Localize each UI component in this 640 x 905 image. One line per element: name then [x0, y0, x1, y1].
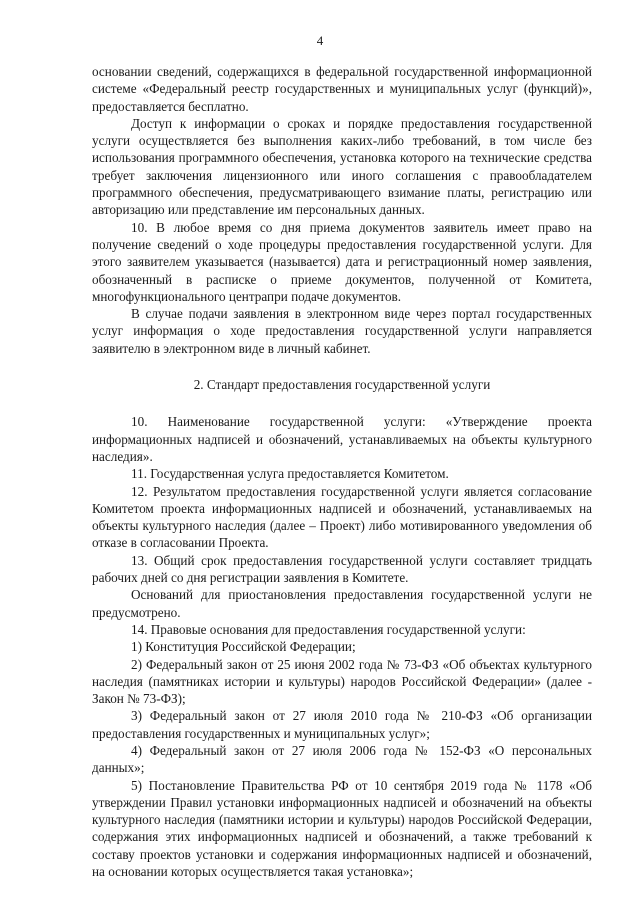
paragraph-item-10-name: 10. Наименование государственной услуги: «Утверждение проекта информационных надписей и обозначений, устанавливаемых на объекты культурного наследия».	[92, 414, 592, 464]
legal-basis-item-4: 4) Федеральный закон от 27 июля 2006 года № 152-ФЗ «О персональных данных»;	[92, 742, 592, 776]
section-heading: 2. Стандарт предоставления государственной услуги	[193, 377, 491, 393]
paragraph-item-11: 11. Государственная услуга предоставляется Комитетом.	[131, 466, 449, 482]
legal-basis-item-3: 3) Федеральный закон от 27 июля 2010 года № 210-ФЗ «Об организации предоставления государственных и муниципальных услуг»;	[92, 708, 592, 741]
legal-basis-item-2: 2) Федеральный закон от 25 июня 2002 года № 73-ФЗ «Об объектах культурного наследия (памятниках истории и культуры) народов Российской Федерации» (далее - Закон № 73-ФЗ);	[92, 656, 592, 707]
page-number: 4	[316, 33, 324, 48]
legal-basis-item-5: 5) Постановление Правительства РФ от 10 сентября 2019 года № 1178 «Об утверждении Правил установки информационных надписей и обозначений на объекты культурного наследия (памятники истории и культуры) народов Российской Федерации, содержания этих информационных надписей и обозначений, а также требований к составу проектов установки и содержания информационных надписей и обозначений, на основании которых осуществляется такая установка»;	[92, 777, 592, 880]
paragraph-electronic-submission: В случае подачи заявления в электронном виде через портал государственных услуг информация о ходе предоставления государственной услуги направляется заявителю в электронном виде в личный кабинет.	[92, 306, 592, 356]
paragraph-continuation: основании сведений, содержащихся в федеральной государственной информационной системе «Федеральный реестр государственных и муниципальных услуг (функций)», предоставляется бесплатно.	[92, 64, 592, 114]
paragraph-access-info: Доступ к информации о сроках и порядке предоставления государственной услуги осуществляется без выполнения каких-либо требований, в том числе без использования программного обеспечения, установка которого на технические средства требует заключения лицензионного или иного соглашения с правообладателем программного обеспечения, предусматривающего взимание платы, регистрацию или авторизацию или представление им персональных данных.	[92, 115, 592, 218]
legal-basis-item-1: 1) Конституция Российской Федерации;	[131, 639, 356, 655]
paragraph-no-suspension: Оснований для приостановления предоставления государственной услуги не предусмотрено.	[92, 587, 592, 620]
paragraph-item-13: 13. Общий срок предоставления государственной услуги составляет тридцать рабочих дней со дня регистрации заявления в Комитете.	[92, 552, 592, 586]
paragraph-item-12: 12. Результатом предоставления государственной услуги является согласование Комитетом проекта информационных надписей и обозначений, устанавливаемых на объекты культурного наследия (далее – Проект) либо мотивированного уведомления об отказе в согласовании Проекта.	[92, 483, 592, 551]
document-body	[92, 63, 592, 880]
paragraph-item-14: 14. Правовые основания для предоставления государственной услуги:	[131, 621, 526, 637]
paragraph-item-10-status: 10. В любое время со дня приема документов заявитель имеет право на получение сведений о ходе процедуры предоставления государственной услуги. Для этого заявителем указывается (называется) дата и регистрационный номер заявления, обозначенный в расписке о приеме документов, полученной от Комитета, многофункционального центрапри подаче документов.	[92, 219, 592, 304]
